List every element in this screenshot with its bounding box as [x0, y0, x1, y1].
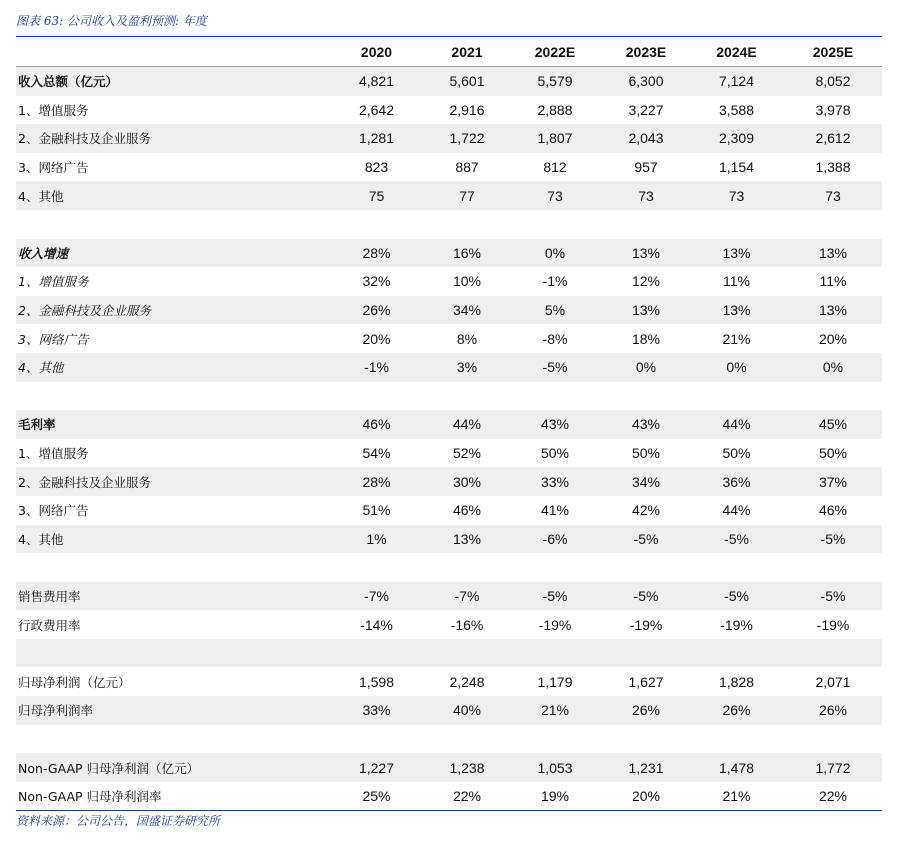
value-cell: -19% — [538, 616, 572, 633]
value-cell: 41% — [540, 502, 570, 519]
table-row — [16, 153, 882, 182]
value-cell — [326, 725, 427, 754]
value-cell: 54% — [362, 445, 391, 462]
value-cell: 73 — [507, 181, 603, 210]
value-cell: -6% — [507, 525, 603, 554]
row-label: 2、金融科技及企业服务 — [16, 296, 326, 325]
value-cell: 20% — [818, 330, 848, 347]
value-cell: 34% — [427, 296, 507, 325]
header-year-cell: 2022E — [507, 37, 603, 67]
value-cell: 823 — [364, 159, 389, 176]
table-row — [16, 639, 882, 668]
value-cell: 75 — [326, 181, 427, 210]
value-cell — [326, 639, 427, 668]
table-row — [16, 67, 882, 96]
table-row — [16, 467, 882, 496]
value-cell: 8% — [456, 330, 478, 347]
value-cell: 26% — [326, 296, 427, 325]
value-cell — [507, 725, 603, 754]
value-cell: -1% — [542, 273, 568, 290]
header-year-cell: 2023E — [603, 37, 689, 67]
value-cell — [427, 382, 507, 411]
table-row — [16, 782, 882, 811]
value-cell: 30% — [427, 467, 507, 496]
value-cell: 25% — [362, 788, 391, 805]
value-cell: 73 — [689, 181, 784, 210]
value-cell: -7% — [326, 582, 427, 611]
value-cell — [784, 382, 882, 411]
table-row — [16, 324, 882, 353]
value-cell: 51% — [362, 502, 391, 519]
value-cell: 22% — [452, 788, 482, 805]
value-cell: 46% — [452, 502, 482, 519]
row-label: 3、网络广告 — [18, 503, 89, 519]
value-cell: 42% — [631, 502, 661, 519]
row-label: 3、网络广告 — [18, 331, 89, 347]
figure — [16, 0, 882, 829]
value-cell: 43% — [507, 410, 603, 439]
value-cell: 34% — [603, 467, 689, 496]
header-year-cell: 2021 — [427, 37, 507, 67]
row-label — [16, 725, 326, 754]
value-cell: 26% — [689, 696, 784, 725]
row-label: 4、其他 — [16, 181, 326, 210]
value-cell: 11% — [819, 273, 847, 290]
row-label: 3、网络广告 — [18, 160, 89, 176]
value-cell — [507, 210, 603, 239]
value-cell — [689, 725, 784, 754]
value-cell: 44% — [722, 502, 751, 519]
value-cell: 887 — [455, 159, 479, 176]
header-year-cell: 2025E — [784, 37, 882, 67]
value-cell — [507, 382, 603, 411]
value-cell: 37% — [784, 467, 882, 496]
value-cell: -5% — [784, 525, 882, 554]
value-cell — [689, 553, 784, 582]
value-cell: -5% — [689, 525, 784, 554]
row-label — [16, 210, 326, 239]
table-row — [16, 296, 882, 325]
value-cell — [689, 210, 784, 239]
row-label: 收入总额（亿元） — [16, 67, 326, 96]
row-label: 行政费用率 — [18, 617, 81, 633]
table-row — [16, 753, 882, 782]
value-cell — [689, 382, 784, 411]
value-cell: -5% — [603, 525, 689, 554]
table-row — [16, 525, 882, 554]
value-cell: 77 — [427, 181, 507, 210]
value-cell: 2,248 — [449, 673, 485, 690]
value-cell: 2,309 — [689, 124, 784, 153]
value-cell: 18% — [631, 330, 661, 347]
value-cell: 50% — [722, 445, 751, 462]
row-label: 1、增值服务 — [18, 274, 89, 290]
value-cell: 0% — [603, 353, 689, 382]
table-row — [16, 239, 882, 268]
value-cell: 1,807 — [507, 124, 603, 153]
value-cell — [689, 639, 784, 668]
table-row — [16, 210, 882, 239]
value-cell: 11% — [723, 273, 750, 290]
table-row — [16, 582, 882, 611]
value-cell: 73 — [784, 181, 882, 210]
value-cell: 1,828 — [718, 673, 755, 690]
table-row — [16, 725, 882, 754]
value-cell: 1,281 — [326, 124, 427, 153]
value-cell: 0% — [689, 353, 784, 382]
value-cell: 36% — [689, 467, 784, 496]
value-cell: 3,978 — [815, 101, 851, 118]
table-row — [16, 382, 882, 411]
header-year-cell: 2024E — [689, 37, 784, 67]
value-cell: 50% — [818, 445, 848, 462]
value-cell: 28% — [326, 467, 427, 496]
value-cell: 1,053 — [507, 753, 603, 782]
value-cell: -5% — [689, 582, 784, 611]
row-label: 1、增值服务 — [18, 446, 89, 462]
value-cell — [784, 639, 882, 668]
value-cell: 3% — [427, 353, 507, 382]
row-label: 2、金融科技及企业服务 — [16, 467, 326, 496]
value-cell: 44% — [689, 410, 784, 439]
value-cell: 5% — [507, 296, 603, 325]
value-cell — [507, 553, 603, 582]
value-cell: 2,642 — [358, 101, 395, 118]
table-row — [16, 410, 882, 439]
value-cell: 73 — [603, 181, 689, 210]
value-cell: 1,388 — [815, 159, 851, 176]
header-year-cell: 2020 — [326, 37, 427, 67]
table-row — [16, 267, 882, 296]
value-cell: 0% — [784, 353, 882, 382]
value-cell: 13% — [603, 239, 689, 268]
value-cell: 13% — [603, 296, 689, 325]
value-cell — [784, 553, 882, 582]
table-row — [16, 496, 882, 525]
value-cell — [784, 725, 882, 754]
table-row — [16, 667, 882, 696]
row-label: Non-GAAP 归母净利润（亿元） — [16, 753, 326, 782]
table-row — [16, 353, 882, 382]
value-cell — [603, 210, 689, 239]
value-cell — [427, 725, 507, 754]
value-cell — [427, 210, 507, 239]
table-header-row — [16, 37, 882, 67]
value-cell — [326, 553, 427, 582]
row-label — [16, 382, 326, 411]
value-cell: 13% — [784, 239, 882, 268]
value-cell — [507, 639, 603, 668]
value-cell: 2,916 — [449, 101, 485, 118]
value-cell: 46% — [326, 410, 427, 439]
value-cell: 2,043 — [603, 124, 689, 153]
row-label: 收入增速 — [16, 239, 326, 268]
value-cell: 1,227 — [326, 753, 427, 782]
value-cell: 1,154 — [718, 159, 755, 176]
table-row — [16, 553, 882, 582]
value-cell — [603, 382, 689, 411]
value-cell: 28% — [326, 239, 427, 268]
value-cell: 1,772 — [784, 753, 882, 782]
value-cell: 26% — [603, 696, 689, 725]
value-cell: 5,579 — [507, 67, 603, 96]
value-cell: -8% — [542, 330, 568, 347]
figure-caption: 图表 63: 公司收入及盈利预测: 年度 — [16, 0, 882, 37]
row-label: 销售费用率 — [16, 582, 326, 611]
value-cell: 32% — [362, 273, 391, 290]
value-cell: 21% — [722, 330, 751, 347]
value-cell — [326, 382, 427, 411]
value-cell: -19% — [720, 616, 753, 633]
value-cell: 1,231 — [603, 753, 689, 782]
value-cell: 1% — [326, 525, 427, 554]
value-cell: 8,052 — [784, 67, 882, 96]
value-cell: 16% — [427, 239, 507, 268]
value-cell: 1,627 — [628, 673, 664, 690]
row-label — [16, 639, 326, 668]
value-cell: 3,588 — [718, 101, 755, 118]
value-cell: 1,598 — [358, 673, 395, 690]
value-cell: 13% — [689, 239, 784, 268]
value-cell — [603, 639, 689, 668]
value-cell — [427, 553, 507, 582]
value-cell: -5% — [507, 353, 603, 382]
value-cell: 5,601 — [427, 67, 507, 96]
value-cell: 33% — [507, 467, 603, 496]
value-cell: 20% — [631, 788, 661, 805]
value-cell: 52% — [452, 445, 482, 462]
table-row — [16, 610, 882, 639]
value-cell: 1,179 — [537, 673, 573, 690]
row-label: 归母净利润（亿元） — [18, 674, 131, 690]
row-label: 毛利率 — [16, 410, 326, 439]
row-label — [16, 553, 326, 582]
value-cell: 43% — [603, 410, 689, 439]
value-cell: 1,238 — [427, 753, 507, 782]
value-cell — [326, 210, 427, 239]
row-label: 2、金融科技及企业服务 — [16, 124, 326, 153]
value-cell: 2,071 — [815, 673, 851, 690]
value-cell: 21% — [507, 696, 603, 725]
value-cell: 45% — [784, 410, 882, 439]
row-label: 4、其他 — [16, 525, 326, 554]
value-cell: 957 — [634, 159, 658, 176]
table-row — [16, 696, 882, 725]
value-cell — [784, 210, 882, 239]
value-cell: -19% — [629, 616, 663, 633]
value-cell: 13% — [689, 296, 784, 325]
value-cell: 6,300 — [603, 67, 689, 96]
value-cell: 22% — [818, 788, 848, 805]
row-label: 1、增值服务 — [18, 102, 89, 118]
value-cell: 0% — [507, 239, 603, 268]
value-cell — [603, 553, 689, 582]
value-cell: 26% — [784, 696, 882, 725]
value-cell: 20% — [362, 330, 391, 347]
value-cell: -7% — [427, 582, 507, 611]
value-cell: 50% — [540, 445, 570, 462]
row-label: 4、其他 — [16, 353, 326, 382]
header-label-cell — [16, 37, 326, 67]
value-cell: 12% — [631, 273, 661, 290]
source-note: 资料来源：公司公告，国盛证券研究所 — [16, 810, 882, 829]
value-cell: 33% — [326, 696, 427, 725]
table-body — [16, 67, 882, 811]
value-cell: -14% — [360, 616, 393, 633]
value-cell: 2,612 — [784, 124, 882, 153]
value-cell — [603, 725, 689, 754]
row-label: Non-GAAP 归母净利润率 — [18, 789, 162, 805]
value-cell: 50% — [631, 445, 661, 462]
table-row — [16, 124, 882, 153]
value-cell: 4,821 — [326, 67, 427, 96]
value-cell: -19% — [816, 616, 850, 633]
value-cell: 13% — [784, 296, 882, 325]
value-cell — [427, 639, 507, 668]
value-cell: 812 — [543, 159, 567, 176]
value-cell: 2,888 — [537, 101, 573, 118]
row-label: 归母净利润率 — [16, 696, 326, 725]
value-cell: -16% — [450, 616, 484, 633]
value-cell: 44% — [427, 410, 507, 439]
table-row — [16, 181, 882, 210]
table-row — [16, 96, 882, 125]
value-cell: 1,478 — [689, 753, 784, 782]
value-cell: 10% — [452, 273, 482, 290]
value-cell: -5% — [507, 582, 603, 611]
value-cell: -1% — [326, 353, 427, 382]
value-cell: -5% — [784, 582, 882, 611]
value-cell: 46% — [818, 502, 848, 519]
value-cell: 13% — [427, 525, 507, 554]
table-row — [16, 439, 882, 468]
value-cell: 3,227 — [628, 101, 664, 118]
value-cell: 40% — [427, 696, 507, 725]
value-cell: 7,124 — [689, 67, 784, 96]
value-cell: -5% — [603, 582, 689, 611]
forecast-table — [16, 37, 882, 810]
value-cell: 19% — [540, 788, 570, 805]
value-cell: 1,722 — [427, 124, 507, 153]
value-cell: 21% — [722, 788, 751, 805]
